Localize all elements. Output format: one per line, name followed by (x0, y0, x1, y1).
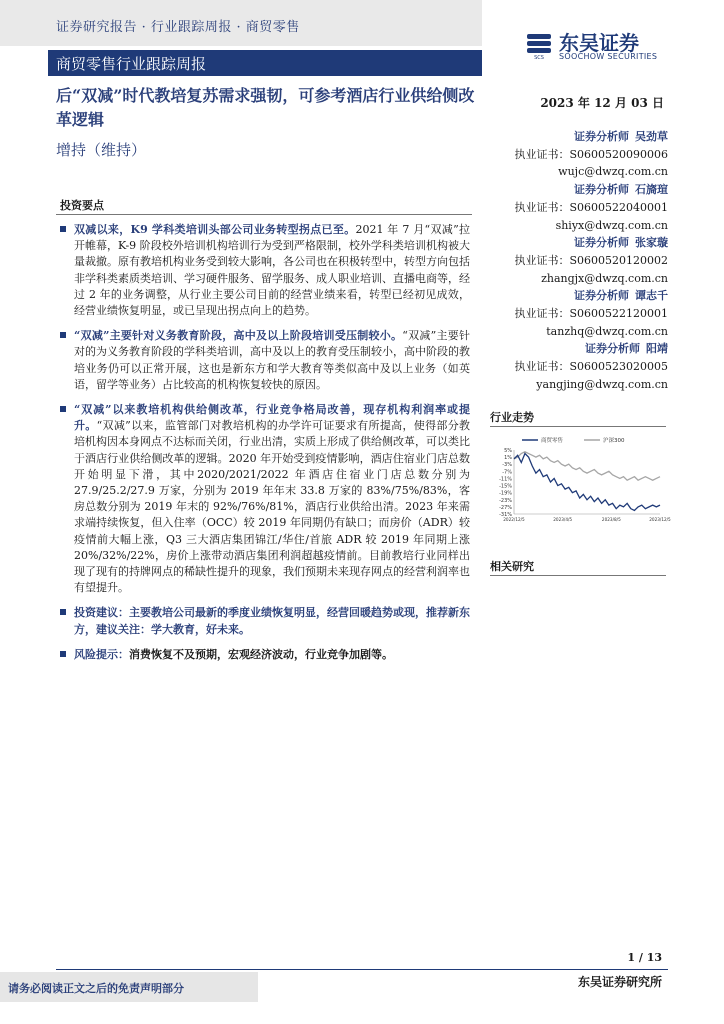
chart-series-line-0 (514, 454, 660, 511)
analyst-role: 证券分析师 (574, 130, 629, 143)
chart-x-tick-label: 2022/12/5 (503, 517, 525, 522)
related-divider (490, 575, 666, 576)
analyst-role: 证券分析师 (574, 236, 629, 250)
key-points-divider (56, 214, 472, 215)
chart-y-tick-label: 1% (504, 455, 512, 462)
logo-name-cn: 东吴证券 (559, 31, 639, 55)
trend-heading: 行业走势 (490, 411, 534, 424)
key-point-lead: 风险提示： (74, 647, 129, 661)
analyst-list (490, 128, 668, 394)
key-point (60, 222, 470, 319)
square-bullet-icon (60, 406, 66, 412)
key-point-body: 消费恢复不及预期，宏观经济波动，行业竞争加剧等。 (129, 647, 393, 661)
chart-series-line-1 (514, 452, 660, 480)
analyst-name: 阳靖 (646, 342, 668, 356)
page-number: 1 / 13 (627, 951, 662, 964)
chart-y-tick-label: -11% (499, 476, 512, 483)
key-point-lead: 双减以来，K9 学科类培训头部公司业务转型拐点已至。 (74, 223, 356, 236)
report-type: 商贸零售行业跟踪周报 (56, 55, 207, 73)
chart-y-tick-label: -3% (502, 462, 512, 469)
analyst-block (490, 287, 668, 340)
report-headline: 后“双减”时代教培复苏需求强韧，可参考酒店行业供给侧改革逻辑 (56, 86, 475, 129)
square-bullet-icon (60, 332, 66, 338)
analyst-name: 吴劲草 (635, 130, 668, 143)
analyst-email[interactable]: shiyx@dwzq.com.cn (555, 218, 668, 232)
key-point-body: “双减”主要针对的为义务教育阶段的学科类培训，高中及以上的教育受压制较小，高中阶段的教培业务仍可以正常开展，这也是新东方和学大教育等类似高中及以上业务（如英语，留学等业务）占比较高的机构恢复较快的原因。 (74, 329, 470, 391)
report-date: 2023 年 12 月 03 日 (540, 96, 664, 110)
square-bullet-icon (60, 651, 66, 657)
breadcrumb: 证券研究报告 · 行业跟踪周报 · 商贸零售 (56, 20, 300, 35)
analyst-name: 谭志千 (635, 289, 668, 303)
company-logo (525, 30, 705, 64)
analyst-cert: 执业证书：S0600520120002 (514, 253, 668, 267)
key-points-list (60, 222, 470, 672)
key-point-lead: “双减”以来教培机构供给侧改革，行业竞争格局改善，现存机构利润率或提升。 (74, 403, 470, 433)
key-point-lead: “双减”主要针对义务教育阶段，高中及以上阶段培训受压制较小。 (74, 329, 403, 343)
analyst-block (490, 340, 668, 393)
key-point-body: “双减”以来，监管部门对教培机构的办学许可证要求有所提高，使得部分教培机构因本身网点不达标而关闭，行业出清，实质上形成了供给侧改革，可以类比于酒店行业供给侧改革的逻辑。2020 年开始受到疫情影响，酒店住宿业门店总数开始明显下滑，其中2020/2021/2022 年酒店住宿业门店总数分别为 27.9/25.2/27.9 万家，分别为 2019 年年末 33.8 万家的 83%/75%/83%，客房总数分别为 2019 年末的 92%/76%/81%，酒店行业供给出清。2023 年来需求端持续恢复，但入住率（OCC）较 2019 年同期仍有缺口；而房价（ADR）较疫情前大幅上涨，Q3 三大酒店集团锦江/华住/首旅 ADR 较 2019 年同期上涨20%/32%/22%，房价上涨带动酒店集团利润超越疫情前。目前教培行业同样出现了现有的持牌网点的稀缺性提升的现象，我们预期未来现存网点的经营利润率也有望提升。 (74, 419, 471, 595)
chart-x-tick-label: 2023/4/5 (553, 517, 573, 522)
key-point-body: 2021 年 7 月“双减”拉开帷幕，K-9 阶段校外培训机构培训行为受到严格限制，校外学科类培训机构被大量裁撤。原有教培机构业务受到较大影响，各公司也在积极转型中，转型方向包括非学科类素质类培训、学习硬件服务、留学服务、成人职业培训、直播电商等，经过 2 年的业务调整，从行业主要公司目前的经营业绩来看，转型已经初见成效，经营业绩恢复明显，或已呈现出拐点向上的趋势。 (74, 223, 471, 318)
key-point (60, 402, 470, 596)
analyst-email[interactable]: zhangjx@dwzq.com.cn (541, 271, 668, 285)
analyst-cert: 执业证书：S0600520090006 (514, 147, 668, 161)
key-point (60, 328, 470, 393)
institute-name: 东吴证券研究所 (577, 975, 662, 989)
chart-legend-label: 商贸零售 (541, 438, 564, 444)
key-points-heading: 投资要点 (60, 199, 104, 212)
logo-mark-icon (525, 30, 553, 60)
analyst-cert: 执业证书：S0600522120001 (514, 307, 668, 321)
chart-x-tick-label: 2023/12/5 (649, 517, 671, 522)
chart-y-tick-label: -23% (499, 497, 512, 504)
analyst-role: 证券分析师 (585, 342, 640, 356)
chart-y-tick-label: -15% (499, 483, 512, 490)
analyst-email[interactable]: yangjing@dwzq.com.cn (536, 377, 668, 391)
analyst-name: 张家璇 (635, 236, 668, 250)
square-bullet-icon (60, 609, 66, 615)
analyst-cert: 执业证书：S0600522040001 (514, 200, 668, 214)
disclaimer-note[interactable]: 请务必阅读正文之后的免责声明部分 (8, 982, 184, 995)
analyst-email[interactable]: wujc@dwzq.com.cn (558, 165, 668, 179)
analyst-block (490, 234, 668, 287)
analyst-block (490, 128, 668, 181)
related-heading: 相关研究 (490, 560, 534, 573)
industry-trend-chart (488, 430, 671, 526)
chart-y-tick-label: 5% (504, 448, 512, 454)
logo-mark-text: SCS (534, 55, 544, 61)
chart-y-tick-label: -31% (499, 512, 512, 518)
analyst-cert: 执业证书：S0600523020005 (514, 360, 668, 374)
rating: 增持（维持） (56, 141, 147, 159)
key-point-lead: 投资建议：主要教培公司最新的季度业绩恢复明显，经营回暖趋势或现，推荐新东方，建议关注：学大教育，好未来。 (74, 606, 470, 636)
footer-divider (56, 969, 668, 970)
analyst-email[interactable]: tanzhq@dwzq.com.cn (546, 324, 668, 338)
analyst-role: 证券分析师 (574, 289, 629, 303)
chart-legend-label: 沪深300 (603, 438, 625, 444)
analyst-name: 石旖瑄 (635, 183, 668, 197)
key-point (60, 647, 470, 663)
analyst-role: 证券分析师 (574, 183, 629, 197)
logo-name-en: SOOCHOW SECURITIES (559, 52, 658, 61)
analyst-block (490, 181, 668, 234)
chart-y-tick-label: -19% (499, 490, 512, 497)
key-point (60, 605, 470, 637)
chart-y-tick-label: -7% (502, 469, 512, 476)
chart-y-tick-label: -27% (499, 504, 512, 511)
chart-x-tick-label: 2023/8/5 (601, 517, 621, 522)
trend-divider (490, 426, 666, 427)
square-bullet-icon (60, 226, 66, 232)
